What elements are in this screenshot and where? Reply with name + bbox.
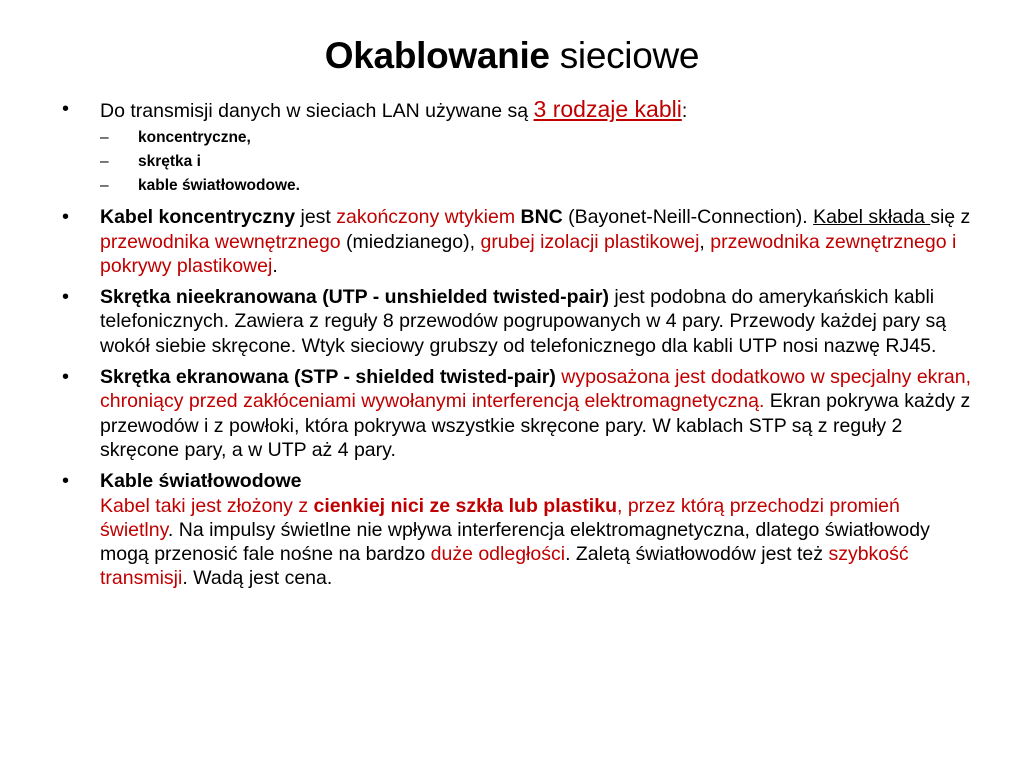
fiber-text: . Wadą jest cena.	[182, 567, 333, 590]
coax-underlined: Kabel składa	[813, 206, 931, 229]
stp-text: Ekran pokrywa każdy z przewodów i z powłoki, która pokrywa wszystkie skręcone pary. W kablach STP są z reguły 2 skręcone pary, a w UTP aż 4 pary.	[100, 390, 971, 461]
fiber-text: . Zaletą światłowodów jest też	[565, 543, 829, 566]
utp-text: jest podobna do amerykańskich kabli telefonicznych. Zawiera z reguły 8 przewodów pogrupowanych w 4 pary. Przewody każdej pary są wokół siebie skręcone. Wtyk sieciowy grubszy od telefonicznego dla kabli UTP nosi nazwę RJ45.	[100, 286, 947, 357]
intro-end: :	[681, 100, 688, 122]
intro-text: Do transmisji danych w sieciach LAN używane są	[100, 100, 534, 122]
fiber-heading: Kable światłowodowe	[100, 470, 302, 493]
coax-highlight: zakończony wtykiem	[336, 206, 516, 229]
fiber-text: . Na impulsy świetlne nie wpływa interferencja elektromagnetyczna, dlatego światłowody mogą przenosić fale nośne na bardzo	[100, 518, 930, 566]
cable-type-item: – skrętka i	[100, 150, 972, 174]
fiber-highlight: Kabel taki jest złożony z	[100, 494, 314, 517]
coax-text: się z	[930, 206, 971, 229]
coax-text: (miedzianego),	[340, 230, 481, 253]
bullet-utp	[62, 285, 972, 358]
bullet-stp	[62, 365, 972, 462]
cable-types-list	[100, 126, 972, 198]
coax-highlight: przewodnika wewnętrznego	[100, 230, 341, 253]
coax-text: (Bayonet-Neill-Connection).	[562, 206, 814, 229]
coax-text: .	[272, 254, 278, 277]
bullet-coaxial	[62, 205, 972, 278]
fiber-highlight: , przez którą przechodzi promień świetlny	[100, 494, 900, 541]
cable-type-item: – koncentryczne,	[100, 126, 972, 150]
fiber-highlight-bold: cienkiej nici ze szkła lub plastiku	[313, 494, 617, 517]
utp-heading: Skrętka nieekranowana (UTP - unshielded twisted-pair)	[100, 286, 609, 309]
cable-type-item: – kable światłowodowe.	[100, 174, 972, 198]
bullet-intro	[62, 97, 972, 198]
coax-highlight: przewodnika zewnętrznego i pokrywy plastikowej	[100, 230, 957, 277]
stp-heading: Skrętka ekranowana (STP - shielded twisted-pair)	[100, 366, 556, 389]
title-rest: sieciowe	[549, 35, 700, 76]
cable-types-link[interactable]: 3 rodzaje kabli	[533, 96, 682, 122]
coax-highlight: grubej izolacji plastikowej	[480, 230, 700, 253]
coax-heading: Kabel koncentryczny	[100, 206, 296, 229]
slide-content	[62, 97, 972, 598]
coax-text: jest	[295, 206, 337, 229]
fiber-highlight: duże odległości	[430, 543, 566, 566]
fiber-highlight: szybkość transmisji	[100, 543, 909, 590]
coax-text: ,	[699, 230, 711, 253]
stp-highlight: wyposażona jest dodatkowo w specjalny ekran, chroniący przed zakłóceniami wywołanymi interferencją elektromagnetyczną.	[100, 366, 972, 413]
title-bold: Okablowanie	[324, 35, 550, 76]
slide-title	[0, 32, 1024, 80]
bullet-fiber	[62, 469, 972, 590]
coax-bnc: BNC	[520, 206, 563, 229]
